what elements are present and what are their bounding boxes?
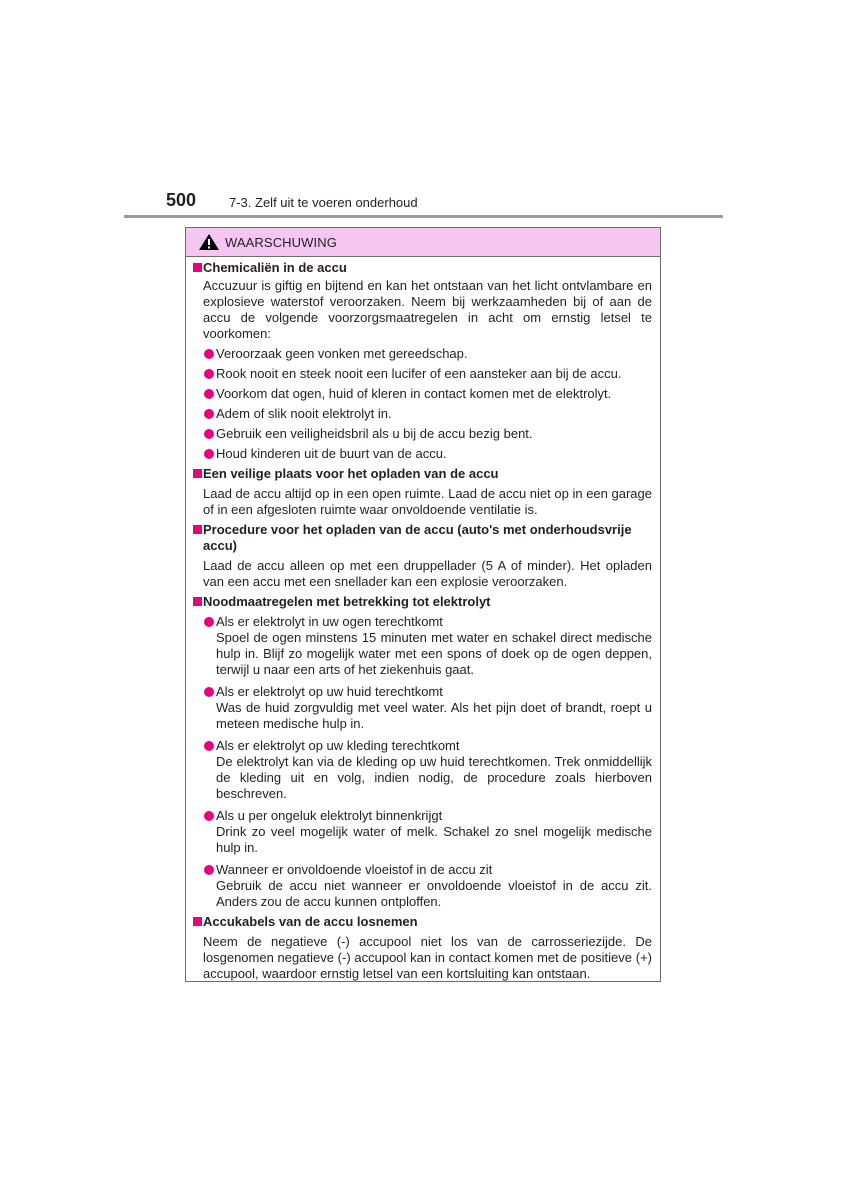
- list-item-text: Spoel de ogen minstens 15 minuten met water en schakel direct medische hulp in. Blijf zo mogelijk water met een spons of doek op de ogen deppen, terwijl u naar een arts of het ziekenhuis gaat.: [216, 630, 652, 677]
- warning-header: [186, 228, 660, 257]
- square-bullet-icon: [193, 597, 202, 606]
- list-item-title: Als u per ongeluk elektrolyt binnenkrijgt: [216, 808, 443, 823]
- square-bullet-icon: [193, 263, 202, 272]
- list-item: [190, 684, 652, 732]
- list-item: [190, 426, 652, 442]
- list-item-text: Was de huid zorgvuldig met veel water. Als het pijn doet of brandt, roept u meteen medische hulp in.: [216, 700, 652, 731]
- block-paragraph: Laad de accu altijd op in een open ruimte. Laad de accu niet op in een garage of in een afgesloten ruimte waar onvoldoende ventilatie is.: [203, 486, 652, 517]
- list-item: [190, 366, 652, 382]
- list-item-title: Als er elektrolyt op uw kleding terechtkomt: [216, 738, 460, 753]
- circle-bullet-icon: [204, 389, 214, 399]
- circle-bullet-icon: [204, 811, 214, 821]
- block-heading: [190, 914, 652, 930]
- circle-bullet-icon: [204, 449, 214, 459]
- list-item-title: Wanneer er onvoldoende vloeistof in de accu zit: [216, 862, 493, 877]
- list-item-text: De elektrolyt kan via de kleding op uw huid terechtkomen. Trek onmiddellijk de kleding uit en volg, indien nodig, de procedure zoals hierboven beschreven.: [216, 754, 652, 801]
- page-number: 500: [166, 190, 197, 210]
- block-paragraph: Laad de accu alleen op met een druppellader (5 A of minder). Het opladen van een accu met een snellader kan een explosie veroorzaken.: [203, 558, 652, 589]
- square-bullet-icon: [193, 469, 202, 478]
- heading-text: Procedure voor het opladen van de accu (auto's met onderhoudsvrije accu): [203, 522, 632, 553]
- list-item-text: Voorkom dat ogen, huid of kleren in contact komen met de elektrolyt.: [216, 386, 612, 401]
- circle-bullet-icon: [204, 741, 214, 751]
- list-item-text: Rook nooit en steek nooit een lucifer of een aansteker aan bij de accu.: [216, 366, 622, 381]
- list-item-text: Veroorzaak geen vonken met gereedschap.: [216, 346, 468, 361]
- list-item: [190, 446, 652, 462]
- list-item: [190, 808, 652, 856]
- list-item: [190, 862, 652, 910]
- circle-bullet-icon: [204, 617, 214, 627]
- warning-content: [186, 258, 660, 982]
- list-item-text: Houd kinderen uit de buurt van de accu.: [216, 446, 447, 461]
- list-item-text: Adem of slik nooit elektrolyt in.: [216, 406, 392, 421]
- list-item: [190, 346, 652, 362]
- list-item-text: Drink zo veel mogelijk water of melk. Schakel zo snel mogelijk medische hulp in.: [216, 824, 652, 855]
- block-paragraph: Neem de negatieve (-) accupool niet los van de carrosseriezijde. De losgenomen negatieve (-) accupool kan in contact komen met de positieve (+) accupool, waardoor ernstig letsel van een kortsluiting kan ontstaan.: [203, 934, 652, 981]
- circle-bullet-icon: [204, 865, 214, 875]
- circle-bullet-icon: [204, 687, 214, 697]
- list-item-title: Als er elektrolyt in uw ogen terechtkomt: [216, 614, 443, 629]
- warning-triangle-icon: [198, 233, 220, 251]
- square-bullet-icon: [193, 525, 202, 534]
- header-rule: [124, 215, 723, 218]
- block-heading: [190, 522, 652, 554]
- section-title: 7-3. Zelf uit te voeren onderhoud: [229, 195, 418, 210]
- list-item: [190, 738, 652, 802]
- warning-box: [185, 227, 661, 982]
- heading-text: Chemicaliën in de accu: [203, 260, 347, 275]
- block-paragraph: Accuzuur is giftig en bijtend en kan het ontstaan van het licht ontvlambare en explosieve waterstof veroorzaken. Neem bij werkzaamheden bij of aan de accu de volgende voorzorgsmaatregelen in acht om ernstig letsel te voorkomen:: [203, 278, 652, 341]
- list-item: [190, 614, 652, 678]
- circle-bullet-icon: [204, 369, 214, 379]
- warning-title: WAARSCHUWING: [225, 234, 337, 250]
- list-item-text: Gebruik de accu niet wanneer er onvoldoende vloeistof in de accu zit. Anders zou de accu kunnen ontploffen.: [216, 878, 652, 909]
- list-item: [190, 406, 652, 422]
- list-item: [190, 386, 652, 402]
- heading-text: Noodmaatregelen met betrekking tot elektrolyt: [203, 594, 491, 609]
- list-item-text: Gebruik een veiligheidsbril als u bij de accu bezig bent.: [216, 426, 533, 441]
- block-heading: [190, 260, 652, 276]
- list-item-title: Als er elektrolyt op uw huid terechtkomt: [216, 684, 443, 699]
- heading-text: Een veilige plaats voor het opladen van de accu: [203, 466, 499, 481]
- circle-bullet-icon: [204, 409, 214, 419]
- circle-bullet-icon: [204, 349, 214, 359]
- block-heading: [190, 466, 652, 482]
- heading-text: Accukabels van de accu losnemen: [203, 914, 418, 929]
- square-bullet-icon: [193, 917, 202, 926]
- circle-bullet-icon: [204, 429, 214, 439]
- block-heading: [190, 594, 652, 610]
